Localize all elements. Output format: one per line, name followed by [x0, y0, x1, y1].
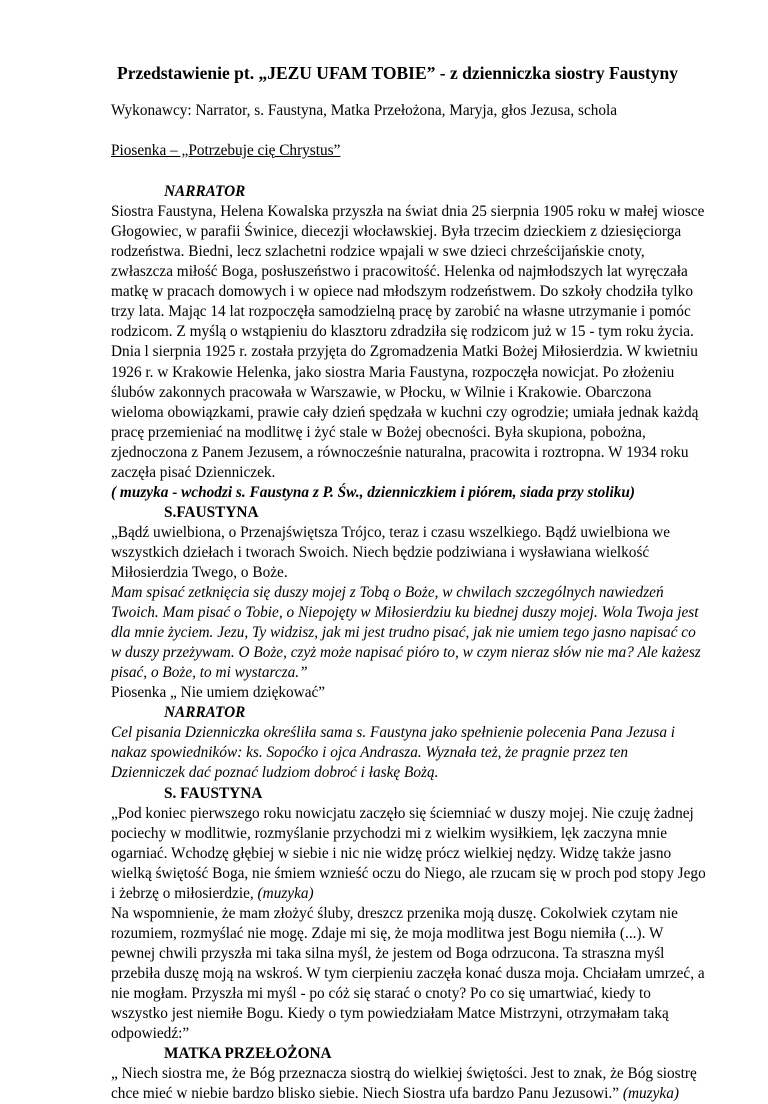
- narrator-1-line: trzy lata. Mając 14 lat rozpoczęła samodzielną pracę by zarobić na własne utrzymanie i pomóc: [111, 303, 691, 321]
- narrator-1-line: matkę w pracach domowych i w opiece nad młodszym rodzeństwem. Do szkoły chodziła tylko: [111, 283, 693, 301]
- narrator-1-line: Dnia l sierpnia 1925 r. została przyjęta do Zgromadzenia Matki Bożej Miłosierdzia. W kwietniu: [111, 343, 698, 361]
- matka-line-2-text: chce mieć w niebie bardzo blisko siebie. Niech Siostra ufa bardzo Panu Jezusowi.”: [111, 1085, 620, 1103]
- narrator-1-line: Siostra Faustyna, Helena Kowalska przyszła na świat dnia 25 sierpnia 1905 roku w małej wiosce: [111, 203, 705, 221]
- music-cue: (muzyka): [257, 884, 314, 902]
- cast-list: Wykonawcy: Narrator, s. Faustyna, Matka Przełożona, Maryja, głos Jezusa, schola: [111, 102, 618, 119]
- faustyna-1-text: [111, 523, 684, 583]
- faustyna-1-italic-line: Twoich. Mam pisać o Tobie, o Niepojęty w Miłosierdziu ku biednej duszy mojej. Wola Twoja jest: [111, 604, 699, 622]
- faustyna-2-line: pociechy w modlitwie, rozmyślanie przychodzi mi z wielkim wysiłkiem, lęk zaczyna mnie: [111, 824, 668, 842]
- faustyna-3-line: Na wspomnienie, że mam złożyć śluby, dreszcz przenika moją duszę. Cokolwiek czytam nie: [111, 904, 678, 922]
- faustyna-3-line: przebiła duszę moją na wskroś. W tym cierpieniu zaczęła konać dusza moja. Chciałam umrzeć, a: [111, 964, 705, 982]
- narrator-2-text: [111, 723, 684, 783]
- faustyna-3-line: odpowiedź:”: [111, 1025, 190, 1043]
- narrator-1-line: rodzeństwa. Biedni, lecz szlachetni rodzice wpajali w swe dzieci chrześcijańskie cnoty,: [111, 243, 645, 261]
- faustyna-1-italic-line: pisać, o Boże, to mi wystarcza.”: [111, 664, 308, 682]
- narrator-1-line: zwłaszcza miłość Boga, posłuszeństwo i pracowitość. Helenka od najmłodszych lat wyręczała: [111, 263, 688, 281]
- faustyna-2-text: [111, 804, 706, 884]
- narrator-1-line: Głogowiec, w parafii Świnice, diecezji włocławskiej. Była trzecim dzieckiem z dziesięciorga: [111, 223, 682, 241]
- narrator-1-line: zjednoczona z Panem Jezusem, a równocześnie naturalna, pracowita i roztropna. W 1934 roku: [111, 443, 689, 461]
- speaker-faustyna-2: S. FAUSTYNA: [164, 784, 263, 802]
- narrator-2-line: nakaz spowiedników: ks. Sopoćko i ojca Andrasza. Wyznała też, że pragnie przez ten: [111, 744, 629, 762]
- narrator-1-text: [111, 202, 705, 483]
- faustyna-3-line: rozumiem, rozmyślać nie mogę. Zdaje mi się, że moja modlitwa jest Bogu niemiła (...). W: [111, 924, 664, 942]
- matka-text: [111, 1064, 697, 1104]
- song-heading-2: Piosenka „ Nie umiem dziękować”: [111, 684, 326, 702]
- music-cue-2: (muzyka): [622, 1085, 679, 1103]
- faustyna-3-line: nie mogłam. Przyszła mi myśl - po cóż się starać o cnoty? Po co się umartwiać, kiedy to: [111, 984, 651, 1002]
- faustyna-3-line: pewnej chwili przyszła mi taka silna myśl, że jestem od Boga odrzucona. Ta straszna myśl: [111, 944, 665, 962]
- speaker-faustyna-1: S.FAUSTYNA: [164, 503, 259, 521]
- faustyna-1-line: wszystkich dziełach i tworach Swoich. Niech będzie podziwiana i wysławiana wielkość: [111, 543, 650, 561]
- faustyna-3-text: [111, 904, 705, 1044]
- faustyna-2-line: ogarniać. Wchodzę głębiej w siebie i nic nie widzę prócz wielkiej nędzy. Widzę także jasno: [111, 844, 672, 862]
- song-heading-1: Piosenka – „Potrzebuje cię Chrystus”: [111, 142, 341, 160]
- faustyna-1-italic-line: Mam spisać zetknięcia się duszy mojej z Tobą o Boże, w chwilach szczególnych nawiedzeń: [111, 584, 664, 602]
- speaker-matka: MATKA PRZEŁOŻONA: [164, 1045, 332, 1063]
- faustyna-2-line: „Pod koniec pierwszego roku nowicjatu zaczęło się ściemniać w duszy mojej. Nie czuję żadnej: [111, 804, 694, 822]
- faustyna-1-italic-line: dla mnie życiem. Jezu, Ty widzisz, jak mi jest trudno pisać, jak nie umiem tego jasno napisać co: [111, 624, 696, 642]
- matka-line-1: „ Niech siostra me, że Bóg przeznacza siostrą do wielkiej świętości. Jest to znak, że Bóg siostrę: [111, 1065, 697, 1083]
- narrator-1-line: wieloma obowiązkami, prawie cały dzień spędzała w kuchni czy ogrodzie; umiała jednak każdą: [111, 403, 699, 421]
- faustyna-1-line: Miłosierdzia Twego, o Boże.: [111, 563, 288, 581]
- narrator-1-line: ślubów zakonnych pracowała w Warszawie, w Płocku, w Wilnie i Krakowie. Obarczona: [111, 383, 652, 401]
- narrator-1-line: 1926 r. w Krakowie Helenka, jako siostra Maria Faustyna, rozpoczęła nowicjat. Po złożeniu: [111, 363, 675, 381]
- faustyna-3-line: wszystko jest niemiłe Bogu. Kiedy o tym powiedziałam Matce Mistrzyni, otrzymałam taką: [111, 1005, 669, 1023]
- speaker-narrator-2: NARRATOR: [164, 704, 246, 722]
- narrator-1-line: rodzicom. Z myślą o wstąpieniu do klasztoru zdradziła się rodzicom już w 15 - tym roku życia.: [111, 323, 694, 341]
- faustyna-2-last-text: i żebrzę o miłosierdzie,: [111, 884, 254, 902]
- narrator-1-line: pracę przemieniać na modlitwę i żyć stale w Bożej obecności. Była skupiona, pobożna,: [111, 423, 646, 441]
- faustyna-1-italic-line: w duszy przeżywam. O Boże, czyż może napisać pióro to, w czym nieraz słów nie ma? Ale każesz: [111, 644, 701, 662]
- narrator-2-line: Dzienniczek dać poznać ludziom dobroć i łaskę Bożą.: [111, 764, 439, 782]
- faustyna-2-line: wielką świętość Boga, nie śmiem wznieść oczu do Niego, ale rzucam się w proch pod stopy Jego: [111, 864, 706, 882]
- matka-line-2: [111, 1084, 684, 1104]
- faustyna-2-last-line: [111, 884, 684, 904]
- page-title: Przedstawienie pt. „JEZU UFAM TOBIE” - z dzienniczka siostry Faustyny: [117, 63, 678, 83]
- narrator-2-line: Cel pisania Dzienniczka określiła sama s. Faustyna jako spełnienie polecenia Pana Jezusa i: [111, 724, 676, 742]
- faustyna-1-line: „Bądź uwielbiona, o Przenajświętsza Trójco, teraz i czasu wszelkiego. Bądź uwielbiona we: [111, 523, 671, 541]
- narrator-1-line: zaczęła pisać Dzienniczek.: [111, 463, 276, 481]
- stage-direction-1: ( muzyka - wchodzi s. Faustyna z P. Św., dzienniczkiem i piórem, siada przy stoliku): [111, 483, 635, 501]
- speaker-narrator-1: NARRATOR: [164, 183, 246, 201]
- faustyna-1-italic-text: [111, 583, 701, 683]
